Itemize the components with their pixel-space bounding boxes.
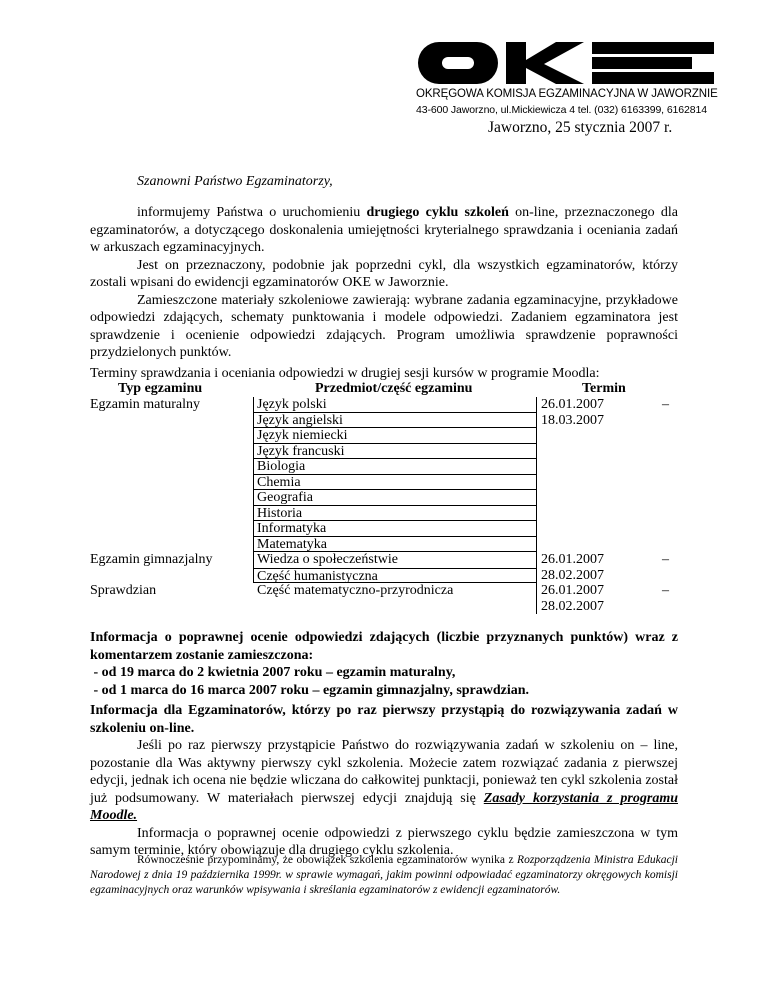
term-dash: – xyxy=(662,397,669,412)
subject-item: Biologia xyxy=(253,459,536,475)
first-time-block xyxy=(90,702,678,860)
exam-type-spr: Sprawdzian xyxy=(90,583,157,598)
term-matura-end: 18.03.2007 xyxy=(541,412,604,428)
subject-item: Historia xyxy=(253,506,536,522)
salutation: Szanowni Państwo Egzaminatorzy, xyxy=(137,174,333,189)
subject-item: Informatyka xyxy=(253,521,536,537)
subject-item: Język francuski xyxy=(253,444,536,460)
first-time-paragraph-1: Jeśli po raz pierwszy przystąpicie Państwo do rozwiązywania zadań w szkoleniu on – line, pozostanie dla Was aktywny pierwszy cykl szkolenia. Możecie zatem rozwiązać zadania z pierwszej edycji, jednak ich ocena nie będzie wliczana do całkowitej punktacji, ponieważ ten cykl szkolenia został już podsumowany. W materiałach pierwszej edycji znajdują się Zasady korzystania z programu Moodle. xyxy=(90,738,678,823)
paragraph-3: Zamieszczone materiały szkoleniowe zawierają: wybrane zadania egzaminacyjne, przykładowe odpowiedzi zdających, schematy punktowania i modele odpowiedzi. Zadaniem egzaminatora jest sprawdzenie i ocenienie odpowiedzi zdających. Program umożliwia sprawdzenie poprawności przydzielonych punktów. xyxy=(90,292,678,360)
exam-type-gim: Egzamin gimnazjalny xyxy=(90,552,213,567)
term-dash: – xyxy=(662,552,669,567)
first-time-paragraph-2: Informacja o poprawnej ocenie odpowiedzi z pierwszego cyklu będzie zamieszczona w tym samym terminie, który obowiązuje dla drugiego cyklu szkolenia. xyxy=(90,825,678,858)
subject-item: Część humanistyczna xyxy=(253,568,536,584)
term-spr-end: 28.02.2007 xyxy=(541,598,604,614)
term-dash: – xyxy=(662,583,669,598)
exam-type-matura: Egzamin maturalny xyxy=(90,397,201,412)
subject-item: Język polski xyxy=(253,397,536,413)
header-term: Termin xyxy=(582,381,626,396)
term-spr-start: 26.01.2007 xyxy=(541,583,604,598)
term-col-left-border xyxy=(536,583,537,614)
notice-line-2: - od 19 marca do 2 kwietnia 2007 roku – egzamin maturalny, xyxy=(90,665,456,680)
subject-item: Matematyka xyxy=(253,537,536,553)
footnote xyxy=(90,853,678,898)
term-gim-end: 28.02.2007 xyxy=(541,567,604,583)
paragraph-2: Jest on przeznaczony, podobnie jak poprzedni cykl, dla wszystkich egzaminatorów, którzy zostali wpisani do ewidencji egzaminatorów OKE w Jaworznie. xyxy=(90,257,678,290)
letter-date: Jaworzno, 25 stycznia 2007 r. xyxy=(488,119,673,136)
paragraph-1: informujemy Państwa o uruchomieniu drugiego cyklu szkoleń on-line, przeznaczonego dla egzaminatorów, a dotyczącego doskonalenia umiejętności kryterialnego sprawdzania i oceniania zadań w arkuszach egzaminacyjnych. xyxy=(90,205,679,255)
first-time-heading: Informacja dla Egzaminatorów, którzy po raz pierwszy przystąpią do rozwiązywania zadań w szkoleniu on-line. xyxy=(90,703,678,736)
subject-item: Język niemiecki xyxy=(253,428,536,444)
footnote-text: Równocześnie przypominamy, że obowiązek szkolenia egzaminatorów wynika z Rozporządzenia Ministra Edukacji Narodowej z dnia 19 października 1999r. w sprawie wymagań, jakim powinni odpowiadać egzaminatorzy okręgowych komisji egzaminacyjnych oraz warunków wpisywania i skreślania egzaminatorów z ewidencji egzaminatorów. xyxy=(90,854,678,896)
notice-block xyxy=(90,629,678,699)
intro-paragraphs xyxy=(90,204,678,362)
org-name: OKRĘGOWA KOMISJA EGZAMINACYJNA W JAWORZNIE xyxy=(416,88,718,100)
oke-logo-mark xyxy=(416,40,716,86)
header-subject: Przedmiot/część egzaminu xyxy=(315,381,473,396)
subject-item: Chemia xyxy=(253,475,536,491)
subject-item: Część matematyczno-przyrodnicza xyxy=(257,583,454,598)
notice-line-3: - od 1 marca do 16 marca 2007 roku – egzamin gimnazjalny, sprawdzian. xyxy=(90,682,530,698)
notice-line-1: Informacja o poprawnej ocenie odpowiedzi zdających (liczbie przyznanych punktów) wraz z komentarzem zostanie zamieszczona: xyxy=(90,630,678,663)
subject-item: Geografia xyxy=(253,490,536,506)
term-matura-start: 26.01.2007 xyxy=(541,397,604,412)
header-exam-type: Typ egzaminu xyxy=(118,381,203,396)
org-address: 43-600 Jaworzno, ul.Mickiewicza 4 tel. (032) 6163399, 6162814 xyxy=(416,104,707,116)
subject-col-right-border xyxy=(536,397,537,583)
subject-item: Wiedza o społeczeństwie xyxy=(257,552,398,567)
table-caption: Terminy sprawdzania i oceniania odpowiedzi w drugiej sesji kursów w programie Moodla: xyxy=(90,366,600,381)
subject-item: Język angielski xyxy=(253,413,536,429)
term-gim-start: 26.01.2007 xyxy=(541,552,604,567)
